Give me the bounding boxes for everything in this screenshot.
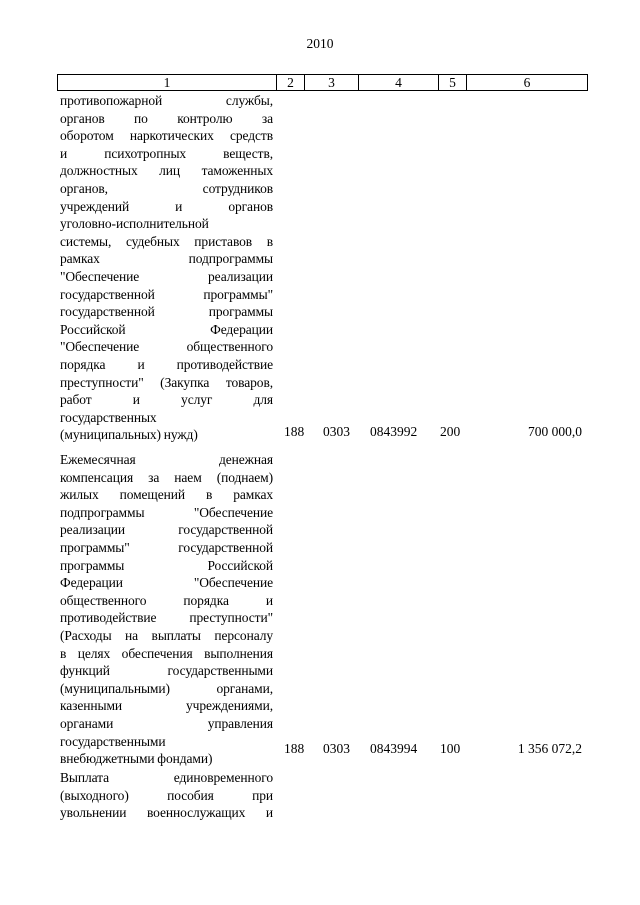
row-column-4: 0843992 — [370, 424, 418, 439]
row-column-2: 188 — [284, 424, 305, 439]
description-line: государственной программы" — [60, 286, 273, 302]
description-line: программы Российской — [60, 557, 273, 573]
description-line: "Обеспечение реализации — [60, 268, 273, 284]
description-line: внебюджетными фондами) — [60, 751, 213, 767]
description-line: программы" государственной — [60, 539, 273, 555]
description-line: Выплата единовременного — [60, 770, 273, 785]
column-header-2: 2 — [277, 75, 305, 91]
row-description — [60, 451, 273, 768]
row-column-3: 0303 — [323, 424, 350, 439]
description-line: подпрограммы "Обеспечение — [60, 504, 273, 520]
description-line: учреждений и органов — [60, 198, 273, 214]
description-line: функций государственными — [60, 663, 273, 679]
description-line: уголовно-исполнительной — [60, 216, 209, 232]
description-line: рамках подпрограммы — [60, 251, 273, 267]
description-line: компенсация за наем (поднаем) — [60, 469, 273, 485]
description-line: государственной программы — [60, 304, 273, 320]
row-column-5: 200 — [440, 424, 461, 439]
row-column-6: 700 000,0 — [528, 424, 582, 439]
description-line: оборотом наркотических средств — [60, 128, 273, 144]
description-line: Российской Федерации — [60, 321, 273, 337]
column-header-4: 4 — [359, 75, 439, 91]
description-line: государственных — [60, 409, 157, 425]
column-header-5: 5 — [439, 75, 467, 91]
description-line: порядка и противодействие — [60, 356, 273, 372]
description-line: преступности" (Закупка товаров, — [60, 374, 273, 390]
description-line: противодействие преступности" — [60, 610, 273, 626]
row-column-6: 1 356 072,2 — [517, 741, 582, 756]
row-column-3: 0303 — [323, 741, 350, 756]
description-line: реализации государственной — [60, 522, 273, 538]
description-line: органами управления — [60, 715, 273, 731]
description-line: должностных лиц таможенных — [60, 163, 273, 179]
column-header-1: 1 — [58, 75, 277, 91]
description-line: работ и услуг для — [60, 392, 273, 408]
description-line: (Расходы на выплаты персоналу — [60, 627, 273, 643]
row-column-2: 188 — [284, 741, 305, 756]
description-line: органов, сотрудников — [60, 180, 273, 196]
row-description — [60, 769, 273, 822]
description-line: общественного порядка и — [60, 592, 273, 608]
description-line: Ежемесячная денежная — [60, 452, 273, 467]
description-line: жилых помещений в рамках — [60, 487, 273, 503]
column-header-3: 3 — [305, 75, 359, 91]
description-line: в целях обеспечения выполнения — [60, 645, 273, 661]
column-header-table — [57, 74, 588, 91]
description-line: казенными учреждениями, — [60, 698, 273, 714]
row-description — [60, 92, 273, 444]
description-line: противопожарной службы, — [60, 93, 273, 108]
description-line: органов по контролю за — [60, 110, 273, 126]
column-header-6: 6 — [467, 75, 588, 91]
description-line: и психотропных веществ, — [60, 145, 273, 161]
row-column-5: 100 — [440, 741, 461, 756]
description-line: (муниципальными) органами, — [60, 680, 273, 696]
description-line: государственными — [60, 733, 166, 749]
description-line: увольнении военнослужащих и — [60, 805, 273, 821]
page-number: 2010 — [306, 36, 334, 51]
description-line: Федерации "Обеспечение — [60, 575, 273, 591]
description-line: системы, судебных приставов в — [60, 233, 273, 249]
description-line: (выходного) пособия при — [60, 787, 273, 803]
row-column-4: 0843994 — [370, 741, 418, 756]
description-line: "Обеспечение общественного — [60, 339, 273, 355]
description-line: (муниципальных) нужд) — [60, 427, 198, 443]
